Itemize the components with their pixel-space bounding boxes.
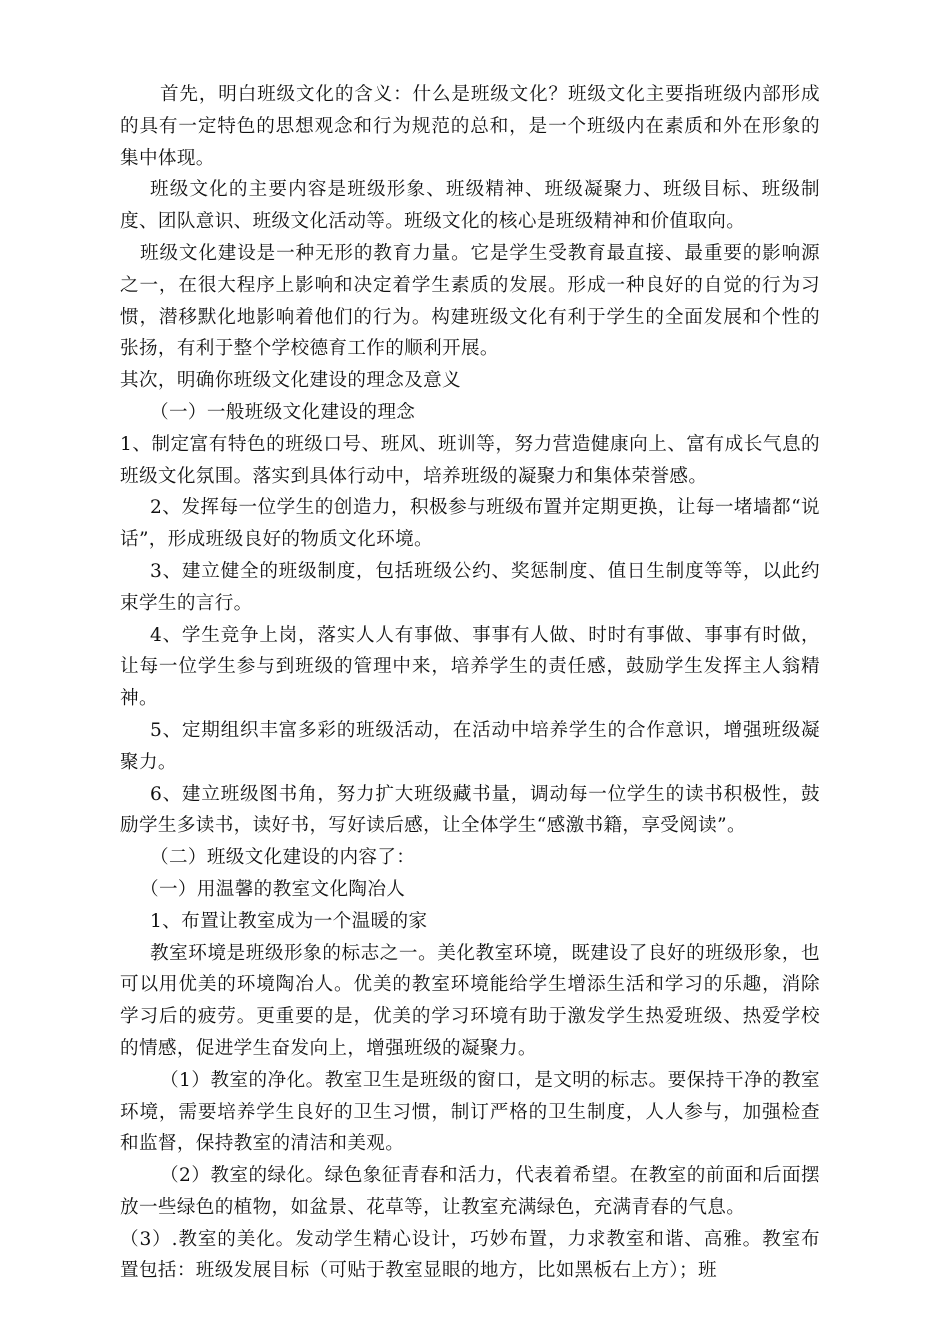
list-item-1: 1、制定富有特色的班级口号、班风、班训等，努力营造健康向上、富有成长气息的班级文化氛围。落实到具体行动中，培养班级的凝聚力和集体荣誉感。 — [120, 433, 820, 487]
paragraph-class-culture-definition: 首先，明白班级文化的含义：什么是班级文化？班级文化主要指班级内部形成的具有一定特色的思想观念和行为规范的总和，是一个班级内在素质和外在形象的集中体现。 — [120, 84, 820, 169]
document-body — [120, 79, 820, 1287]
paragraph-classroom-greening: （2）教室的绿化。绿色象征青春和活力，代表着希望。在教室的前面和后面摆放一些绿色的植物，如盆景、花草等，让教室充满绿色，充满青春的气息。 — [120, 1165, 820, 1218]
subheading-general-philosophy: （一）一般班级文化建设的理念 — [150, 401, 416, 423]
list-item-5: 5、定期组织丰富多彩的班级活动，在活动中培养学生的合作意识，增强班级凝聚力。 — [120, 719, 820, 773]
list-item-2: 2、发挥每一位学生的创造力，积极参与班级布置并定期更换，让每一堵墙都“说话”，形成班级良好的物质文化环境。 — [120, 497, 820, 551]
subheading-warm-home: 1、布置让教室成为一个温暖的家 — [150, 910, 428, 932]
subheading-classroom-culture: （一）用温馨的教室文化陶冶人 — [140, 878, 406, 900]
section-heading-philosophy: 其次，明确你班级文化建设的理念及意义 — [120, 370, 461, 392]
paragraph-classroom-beautifying: （3）.教室的美化。发动学生精心设计，巧妙布置，力求教室和谐、高雅。教室布置包括：班级发展目标（可贴于教室显眼的地方，比如黑板右上方）；班 — [120, 1228, 820, 1282]
list-item-4: 4、学生竞争上岗，落实人人有事做、事事有人做、时时有事做、事事有时做，让每一位学生参与到班级的管理中来，培养学生的责任感，鼓励学生发挥主人翁精神。 — [120, 624, 820, 710]
paragraph-class-culture-power: 班级文化建设是一种无形的教育力量。它是学生受教育最直接、最重要的影响源之一，在很大程序上影响和决定着学生素质的发展。形成一种良好的自觉的行为习惯，潜移默化地影响着他们的行为。构建班级文化有利于学生的全面发展和个性的张扬，有利于整个学校德育工作的顺利开展。 — [120, 242, 820, 360]
paragraph-classroom-environment: 教室环境是班级形象的标志之一。美化教室环境，既建设了良好的班级形象，也可以用优美的环境陶冶人。优美的教室环境能给学生增添生活和学习的乐趣，消除学习后的疲劳。更重要的是，优美的学习环境有助于激发学生热爱班级、热爱学校的情感，促进学生奋发向上，增强班级的凝聚力。 — [120, 942, 820, 1059]
paragraph-classroom-cleaning: （1）教室的净化。教室卫生是班级的窗口，是文明的标志。要保持干净的教室环境，需要培养学生良好的卫生习惯，制订严格的卫生制度，人人参与，加强检查和监督，保持教室的清洁和美观。 — [120, 1069, 820, 1155]
list-item-3: 3、建立健全的班级制度，包括班级公约、奖惩制度、值日生制度等等，以此约束学生的言行。 — [120, 560, 820, 614]
subheading-content: （二）班级文化建设的内容了： — [150, 847, 416, 869]
list-item-6: 6、建立班级图书角，努力扩大班级藏书量，调动每一位学生的读书积极性，鼓励学生多读书，读好书，写好读后感，让全体学生“感激书籍，享受阅读”。 — [120, 783, 820, 837]
paragraph-class-culture-content: 班级文化的主要内容是班级形象、班级精神、班级凝聚力、班级目标、班级制度、团队意识、班级文化活动等。班级文化的核心是班级精神和价值取向。 — [120, 179, 820, 233]
